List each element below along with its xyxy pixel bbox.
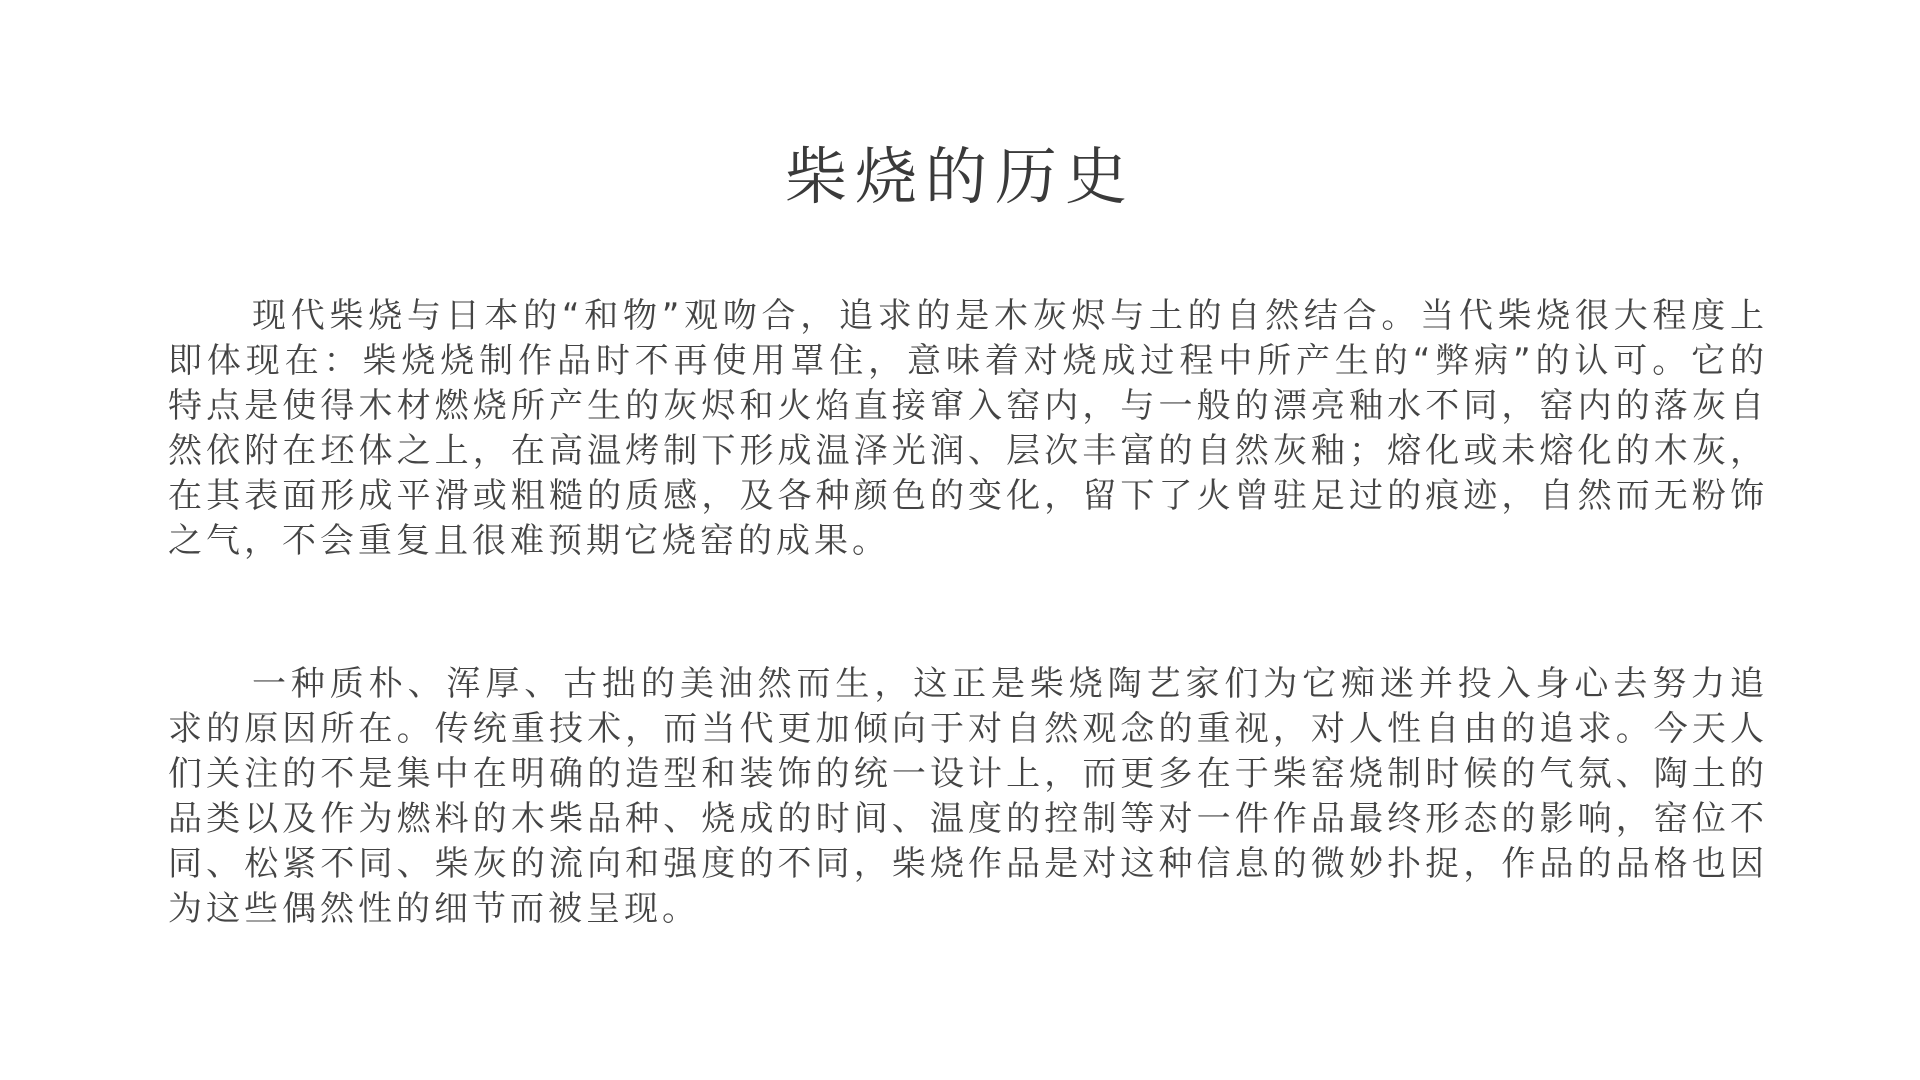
page-title: 柴烧的历史 (784, 140, 1135, 213)
paragraph-2: 一种质朴、浑厚、古拙的美油然而生，这正是柴烧陶艺家们为它痴迷并投入身心去努力追求的原因所在。传统重技术，而当代更加倾向于对自然观念的重视，对人性自由的追求。今天人们关注的不是集中在明确的造型和装饰的统一设计上，而更多在于柴窑烧制时候的气氛、陶土的品类以及作为燃料的木柴品种、烧成的时间、温度的控制等对一件作品最终形态的影响，窑位不同、松紧不同、柴灰的流向和强度的不同，柴烧作品是对这种信息的微妙扑捉，作品的品格也因为这些偶然性的细节而被呈现。 (168, 664, 1768, 929)
paragraph-1: 现代柴烧与日本的“和物”观吻合，追求的是木灰烬与土的自然结合。当代柴烧很大程度上即体现在：柴烧烧制作品时不再使用罩住，意味着对烧成过程中所产生的“弊病”的认可。它的特点是使得木材燃烧所产生的灰烬和火焰直接窜入窑内，与一般的漂亮釉水不同，窑内的落灰自然依附在坯体之上，在高温烤制下形成温泽光润、层次丰富的自然灰釉；熔化或未熔化的木灰，在其表面形成平滑或粗糙的质感，及各种颜色的变化，留下了火曾驻足过的痕迹，自然而无粉饰之气，不会重复且很难预期它烧窑的成果。 (168, 296, 1768, 561)
paragraph-2-block (168, 662, 1768, 932)
paragraph-1-block (168, 294, 1768, 564)
